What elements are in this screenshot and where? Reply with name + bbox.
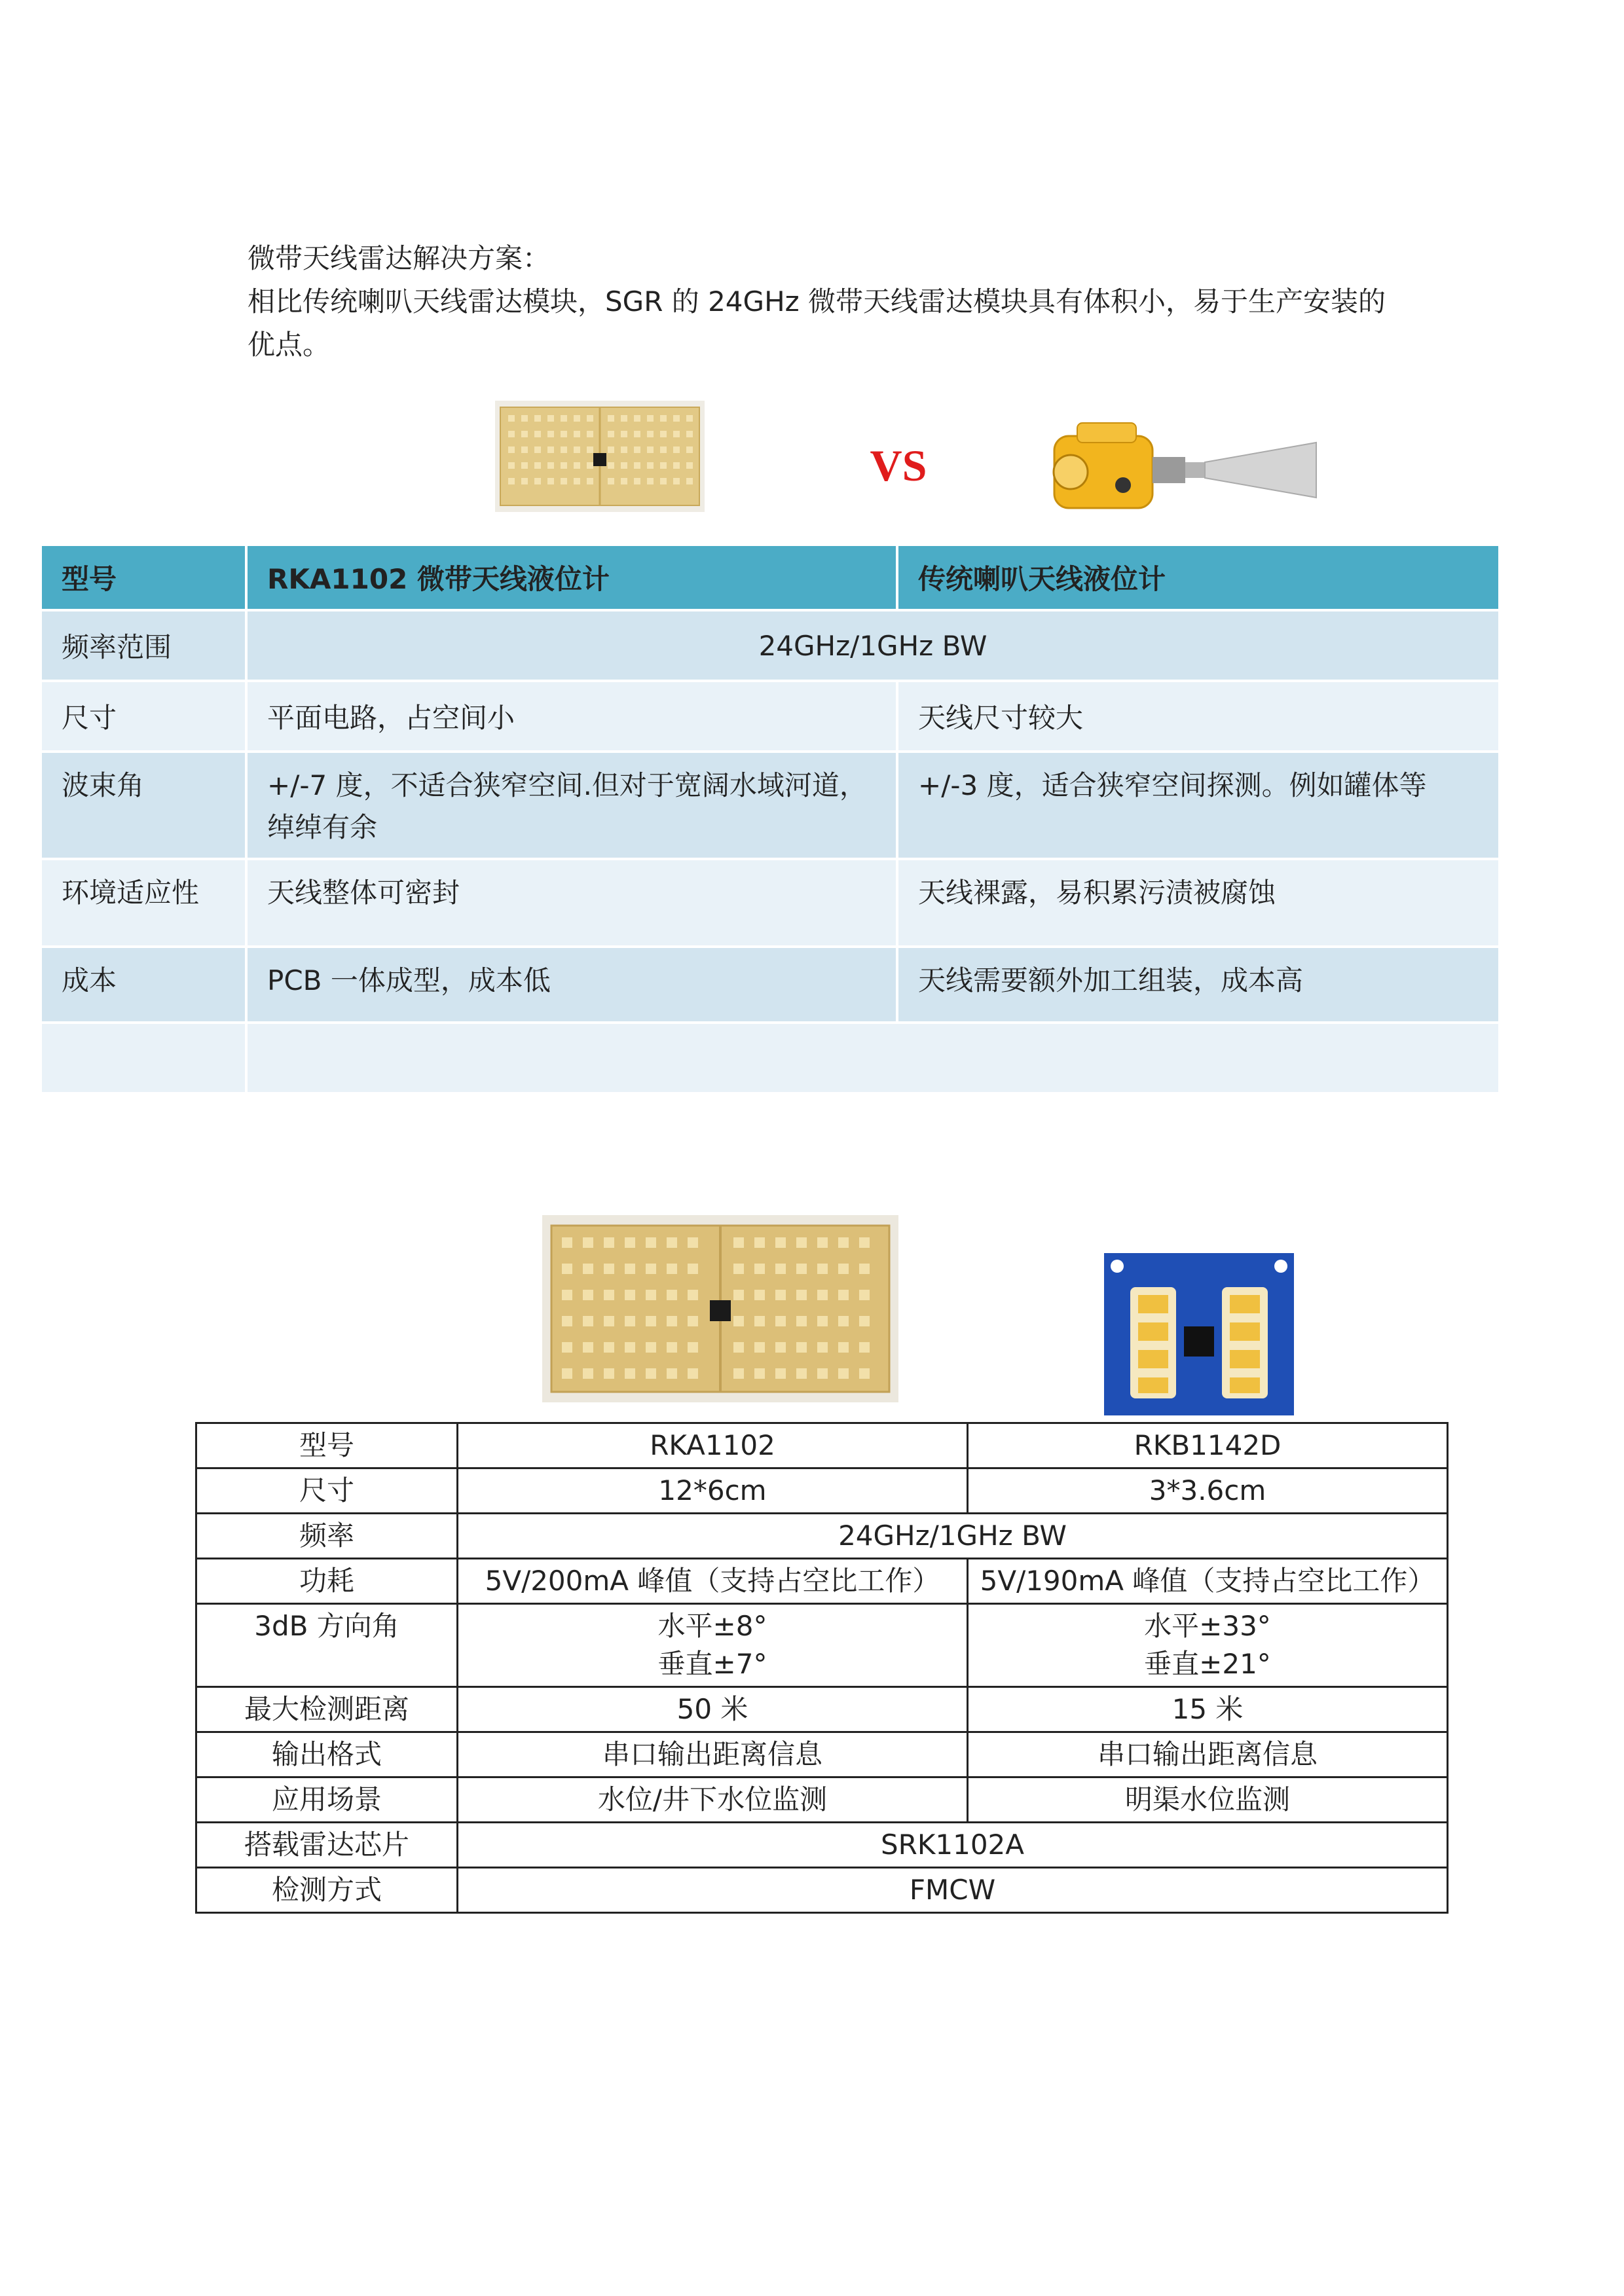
spec-scene-label: 应用场景: [196, 1777, 458, 1823]
spec-size-a: 12*6cm: [458, 1468, 968, 1514]
beam-microstrip-line-2: 绰绰有余: [267, 811, 378, 843]
cost-label: 成本: [41, 947, 246, 1023]
spec-row-range: [196, 1687, 1448, 1732]
size-microstrip: 平面电路，占空间小: [246, 681, 897, 752]
spec-angle-a-vertical: 垂直±7°: [657, 1648, 767, 1680]
spec-scene-b: 明渠水位监测: [968, 1777, 1448, 1823]
spec-power-label: 功耗: [196, 1559, 458, 1604]
spec-chip-label: 搭载雷达芯片: [196, 1823, 458, 1868]
intro-line-3: 优点。: [248, 329, 331, 361]
row-empty: [41, 1023, 1500, 1093]
freq-label: 频率范围: [41, 610, 246, 681]
freq-value: 24GHz/1GHz BW: [246, 610, 1500, 681]
spec-row-model: [196, 1423, 1448, 1468]
comparison-table: [39, 543, 1501, 1095]
env-microstrip: 天线整体可密封: [246, 859, 897, 947]
spec-power-a: 5V/200mA 峰值（支持占空比工作）: [458, 1559, 968, 1604]
cost-microstrip: PCB 一体成型，成本低: [246, 947, 897, 1023]
spec-range-b: 15 米: [968, 1687, 1448, 1732]
spec-output-a: 串口输出距离信息: [458, 1732, 968, 1777]
spec-output-b: 串口输出距离信息: [968, 1732, 1448, 1777]
row-environment: [41, 859, 1500, 947]
row-frequency: [41, 610, 1500, 681]
horn-antenna-radar-image: [1041, 416, 1329, 515]
spec-row-method: [196, 1868, 1448, 1913]
vs-label: VS: [870, 441, 927, 490]
spec-angle-b-vertical: 垂直±21°: [1144, 1648, 1271, 1680]
spec-row-angle: [196, 1604, 1448, 1687]
spec-output-label: 输出格式: [196, 1732, 458, 1777]
beam-label: 波束角: [41, 752, 246, 859]
spec-size-label: 尺寸: [196, 1468, 458, 1514]
microstrip-antenna-image: [495, 401, 705, 512]
intro-line-1: 微带天线雷达解决方案：: [248, 242, 551, 274]
rkb1142d-board-image: [1104, 1253, 1294, 1415]
spec-angle-b-horizontal: 水平±33°: [1144, 1610, 1271, 1642]
row-beam-angle: [41, 752, 1500, 859]
env-label: 环境适应性: [41, 859, 246, 947]
spec-model-a: RKA1102: [458, 1423, 968, 1468]
beam-microstrip-line-1: +/-7 度，不适合狭窄空间.但对于宽阔水域河道，: [267, 769, 867, 801]
comparison-header-row: [41, 545, 1500, 610]
spec-power-b: 5V/190mA 峰值（支持占空比工作）: [968, 1559, 1448, 1604]
env-horn: 天线裸露，易积累污渍被腐蚀: [897, 859, 1500, 947]
spec-angle-b: [968, 1604, 1448, 1687]
spec-range-label: 最大检测距离: [196, 1687, 458, 1732]
size-horn: 天线尺寸较大: [897, 681, 1500, 752]
intro-text: [248, 237, 1426, 367]
spec-model-b: RKB1142D: [968, 1423, 1448, 1468]
spec-method-label: 检测方式: [196, 1868, 458, 1913]
spec-model-label: 型号: [196, 1423, 458, 1468]
spec-scene-a: 水位/井下水位监测: [458, 1777, 968, 1823]
empty-cell-1: [41, 1023, 246, 1093]
spec-size-b: 3*3.6cm: [968, 1468, 1448, 1514]
header-horn: 传统喇叭天线液位计: [897, 545, 1500, 610]
cost-horn: 天线需要额外加工组装，成本高: [897, 947, 1500, 1023]
header-model: 型号: [41, 545, 246, 610]
spec-row-frequency: [196, 1514, 1448, 1559]
spec-row-output: [196, 1732, 1448, 1777]
spec-method-value: FMCW: [458, 1868, 1448, 1913]
beam-horn: +/-3 度，适合狭窄空间探测。例如罐体等: [897, 752, 1500, 859]
empty-cell-2: [246, 1023, 1500, 1093]
spec-chip-value: SRK1102A: [458, 1823, 1448, 1868]
header-microstrip: RKA1102 微带天线液位计: [246, 545, 897, 610]
spec-row-size: [196, 1468, 1448, 1514]
spec-row-chip: [196, 1823, 1448, 1868]
spec-angle-label: 3dB 方向角: [196, 1604, 458, 1687]
spec-row-power: [196, 1559, 1448, 1604]
intro-line-2: 相比传统喇叭天线雷达模块，SGR 的 24GHz 微带天线雷达模块具有体积小，易于生产安装的: [248, 285, 1386, 318]
spec-angle-a: [458, 1604, 968, 1687]
row-cost: [41, 947, 1500, 1023]
beam-microstrip: [246, 752, 897, 859]
rka1102-board-image: [542, 1215, 898, 1402]
size-label: 尺寸: [41, 681, 246, 752]
spec-table: [195, 1422, 1449, 1914]
spec-freq-label: 频率: [196, 1514, 458, 1559]
spec-range-a: 50 米: [458, 1687, 968, 1732]
spec-freq-value: 24GHz/1GHz BW: [458, 1514, 1448, 1559]
row-size: [41, 681, 1500, 752]
spec-angle-a-horizontal: 水平±8°: [657, 1610, 767, 1642]
spec-row-scene: [196, 1777, 1448, 1823]
